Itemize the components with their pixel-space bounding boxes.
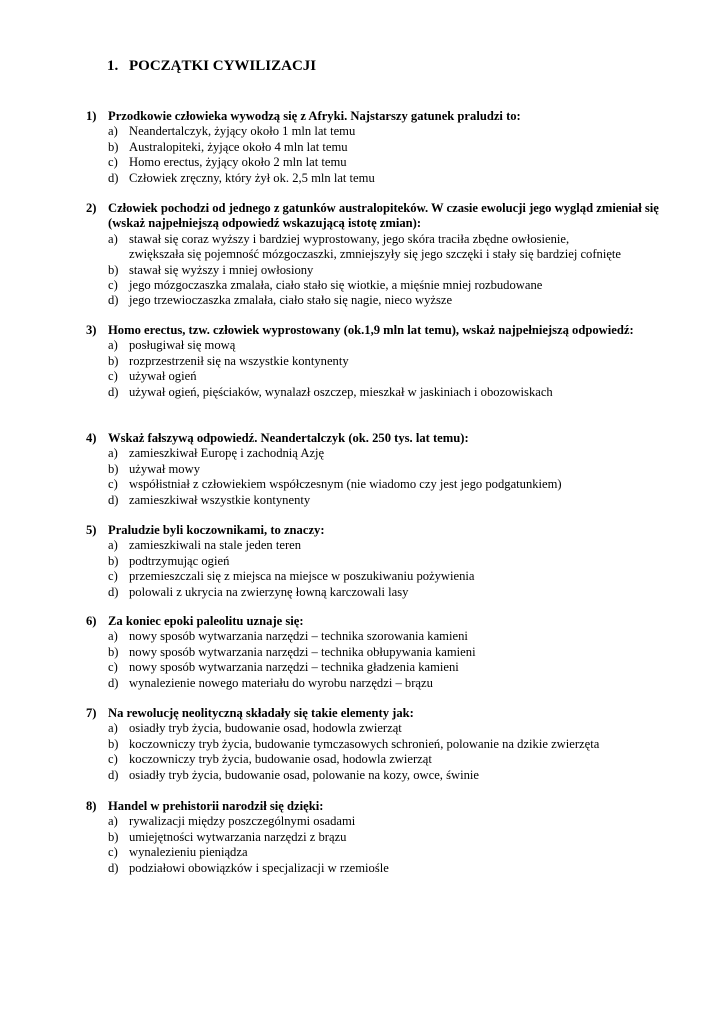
answer-option: [86, 861, 686, 876]
question-heading: [86, 799, 686, 814]
question-heading: [86, 706, 686, 721]
question-text: Za koniec epoki paleolitu uznaje się:: [108, 614, 304, 628]
question-text: Wskaż fałszywą odpowiedź. Neandertalczyk (ok. 250 tys. lat temu):: [108, 431, 469, 445]
question-text: Praludzie byli koczownikami, to znaczy:: [108, 523, 325, 537]
question-text: Człowiek pochodzi od jednego z gatunków australopiteków. W czasie ewolucji jego wygląd zmieniał się (wskaż najpełniejszą odpowiedź wskazującą istotę zmian):: [108, 201, 659, 231]
question-number: 3): [86, 323, 97, 337]
question-number: 2): [86, 201, 97, 215]
answer-text: koczowniczy tryb życia, budowanie tymczasowych schronień, polowanie na dzikie zwierzęta: [129, 736, 600, 751]
answer-option: [86, 446, 686, 461]
question-text: Handel w prehistorii narodził się dzięki:: [108, 799, 324, 813]
answer-letter: a): [108, 538, 118, 553]
answer-letter: d): [108, 584, 119, 599]
answer-option: [86, 155, 686, 170]
answer-letter: a): [108, 721, 118, 736]
answer-letter: c): [108, 660, 118, 675]
answer-text: wynalezieniu pieniądza: [129, 845, 248, 860]
answer-text: podziałowi obowiązków i specjalizacji w rzemiośle: [129, 860, 389, 875]
answer-letter: b): [108, 461, 119, 476]
question-block: [86, 706, 686, 783]
question-heading: [86, 614, 686, 629]
answer-letter: c): [108, 369, 118, 384]
answer-option: [86, 845, 686, 860]
answer-option: [86, 830, 686, 845]
answer-letter: a): [108, 124, 118, 139]
answer-option: [86, 293, 686, 308]
answer-letter: c): [108, 155, 118, 170]
answer-text: jego mózgoczaszka zmalała, ciało stało się wiotkie, a mięśnie mniej rozbudowane: [129, 278, 543, 293]
answer-letter: a): [108, 814, 118, 829]
question-heading: [86, 323, 686, 338]
question-text: Na rewolucję neolityczną składały się takie elementy jak:: [108, 706, 414, 720]
answer-option: [86, 629, 686, 644]
answer-text: umiejętności wytwarzania narzędzi z brązu: [129, 829, 347, 844]
answer-text: zamieszkiwali na stale jeden teren: [129, 538, 302, 553]
answer-text: nowy sposób wytwarzania narzędzi – technika gładzenia kamieni: [129, 660, 459, 675]
answer-text: jego trzewioczaszka zmalała, ciało stało się nagie, nieco wyższe: [129, 293, 453, 308]
answer-option: [86, 814, 686, 829]
answer-letter: a): [108, 629, 118, 644]
answer-text: Australopiteki, żyjące około 4 mln lat temu: [129, 139, 348, 154]
answer-letter: c): [108, 569, 118, 584]
answer-letter: b): [108, 829, 119, 844]
answer-option: [86, 462, 686, 477]
answer-letter: c): [108, 845, 118, 860]
answer-text: współistniał z człowiekiem współczesnym (nie wiadomo czy jest jego podgatunkiem): [129, 477, 562, 492]
answer-text: używał ogień, pięściaków, wynalazł oszczep, mieszkał w jaskiniach i obozowiskach: [129, 384, 553, 399]
answer-letter: b): [108, 553, 119, 568]
answer-option: [86, 721, 686, 736]
answer-option: [86, 768, 686, 783]
answer-text: rozprzestrzenił się na wszystkie kontynenty: [129, 353, 349, 368]
answer-letter: c): [108, 752, 118, 767]
question-block: [86, 323, 686, 400]
answer-text: zwiększała się pojemność mózgoczaszki, zmniejszyły się jego szczęki i stały się bardziej cofnięte: [129, 247, 622, 262]
answer-option: [86, 660, 686, 675]
question-heading: [86, 523, 686, 538]
answer-letter: d): [108, 860, 119, 875]
answer-letter: b): [108, 644, 119, 659]
answer-option: [86, 569, 686, 584]
answer-text: Homo erectus, żyjący około 2 mln lat temu: [129, 155, 347, 170]
answer-option: [86, 338, 686, 353]
answer-text: stawał się coraz wyższy i bardziej wyprostowany, jego skóra traciła zbędne owłosienie,: [129, 231, 570, 246]
answer-text: wynalezienie nowego materiału do wyrobu narzędzi – brązu: [129, 675, 433, 690]
question-heading: [86, 109, 686, 124]
answer-text: posługiwał się mową: [129, 338, 236, 353]
answer-option: [86, 369, 686, 384]
title-text: POCZĄTKI CYWILIZACJI: [129, 58, 317, 74]
answer-option: [86, 752, 686, 767]
answer-letter: d): [108, 384, 119, 399]
answer-option: [86, 171, 686, 186]
answer-text: rywalizacji między poszczególnymi osadami: [129, 814, 356, 829]
answer-option: [86, 247, 686, 262]
answer-letter: a): [108, 338, 118, 353]
question-text: Homo erectus, tzw. człowiek wyprostowany (ok.1,9 mln lat temu), wskaż najpełniejszą odpowiedź:: [108, 323, 634, 337]
answer-option: [86, 354, 686, 369]
answer-text: nowy sposób wytwarzania narzędzi – technika szorowania kamieni: [129, 629, 468, 644]
answer-letter: a): [108, 446, 118, 461]
answer-text: zamieszkiwał wszystkie kontynenty: [129, 492, 311, 507]
answer-text: osiadły tryb życia, budowanie osad, polowanie na kozy, owce, świnie: [129, 767, 479, 782]
answer-option: [86, 538, 686, 553]
answer-letter: d): [108, 767, 119, 782]
question-block: [86, 523, 686, 600]
answer-option: [86, 140, 686, 155]
answer-letter: d): [108, 170, 119, 185]
answer-letter: b): [108, 262, 119, 277]
answer-option: [86, 385, 686, 400]
answer-text: stawał się wyższy i mniej owłosiony: [129, 262, 314, 277]
answer-text: Neandertalczyk, żyjący około 1 mln lat temu: [129, 124, 356, 139]
answer-letter: c): [108, 477, 118, 492]
page-title: [107, 58, 316, 75]
question-block: [86, 799, 686, 876]
answer-letter: d): [108, 293, 119, 308]
answer-option: [86, 263, 686, 278]
question-number: 7): [86, 706, 97, 720]
question-block: [86, 109, 686, 186]
question-block: [86, 431, 686, 508]
question-number: 1): [86, 109, 97, 123]
answer-letter: b): [108, 736, 119, 751]
question-block: [86, 614, 686, 691]
answer-option: [86, 645, 686, 660]
answer-letter: d): [108, 675, 119, 690]
answer-option: [86, 585, 686, 600]
answer-option: [86, 676, 686, 691]
answer-text: polowali z ukrycia na zwierzynę łowną karczowali lasy: [129, 584, 409, 599]
answer-option: [86, 554, 686, 569]
question-number: 5): [86, 523, 97, 537]
answer-text: używał ogień: [129, 369, 197, 384]
question-heading: [86, 201, 686, 232]
answer-letter: b): [108, 139, 119, 154]
question-block: [86, 201, 686, 309]
answer-option: [86, 477, 686, 492]
answer-letter: d): [108, 492, 119, 507]
question-number: 8): [86, 799, 97, 813]
question-text: Przodkowie człowieka wywodzą się z Afryki. Najstarszy gatunek praludzi to:: [108, 109, 521, 123]
answer-option: [86, 232, 686, 247]
answer-text: zamieszkiwał Europę i zachodnią Azję: [129, 446, 325, 461]
answer-option: [86, 124, 686, 139]
answer-text: koczowniczy tryb życia, budowanie osad, hodowla zwierząt: [129, 752, 432, 767]
answer-text: używał mowy: [129, 461, 200, 476]
answer-text: Człowiek zręczny, który żył ok. 2,5 mln lat temu: [129, 170, 375, 185]
answer-text: przemieszczali się z miejsca na miejsce w poszukiwaniu pożywienia: [129, 569, 475, 584]
answer-letter: c): [108, 278, 118, 293]
question-number: 4): [86, 431, 97, 445]
question-number: 6): [86, 614, 97, 628]
answer-text: osiadły tryb życia, budowanie osad, hodowla zwierząt: [129, 721, 402, 736]
title-number: 1.: [107, 58, 119, 74]
answer-option: [86, 737, 686, 752]
answer-letter: b): [108, 353, 119, 368]
answer-letter: a): [108, 231, 118, 246]
answer-option: [86, 278, 686, 293]
answer-text: nowy sposób wytwarzania narzędzi – technika obłupywania kamieni: [129, 644, 476, 659]
question-heading: [86, 431, 686, 446]
answer-option: [86, 493, 686, 508]
answer-text: podtrzymując ogień: [129, 553, 230, 568]
